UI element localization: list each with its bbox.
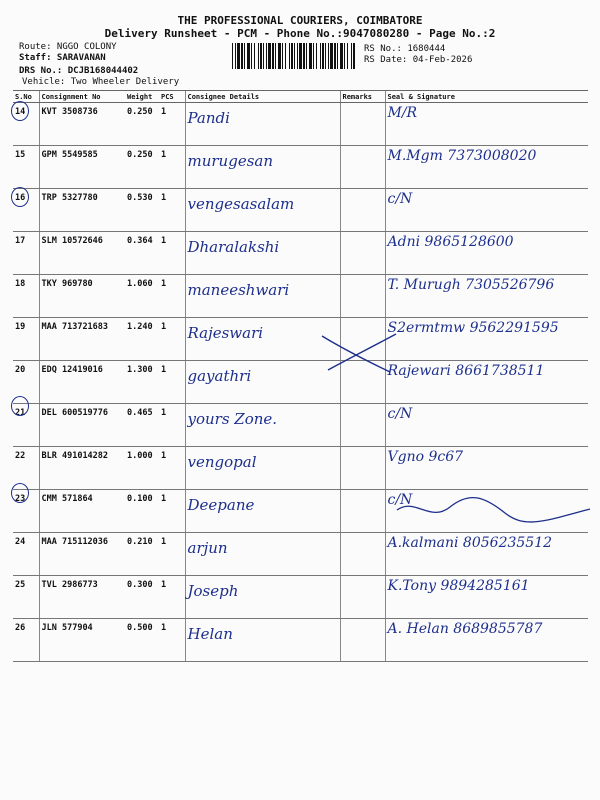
signature-cell	[385, 103, 588, 146]
remarks-cell	[340, 490, 385, 533]
remarks-cell	[340, 576, 385, 619]
sno-cell: 16	[13, 189, 39, 232]
handwritten-signature: M/R	[387, 105, 418, 121]
handwritten-signature: A.kalmani 8056235512	[387, 535, 553, 551]
remarks-cell	[340, 619, 385, 662]
signature-cell	[385, 533, 588, 576]
consignment-cell: SLM 10572646	[39, 232, 125, 275]
handwritten-signature: K.Tony 9894285161	[387, 578, 530, 594]
remarks-cell	[340, 146, 385, 189]
table-row	[13, 232, 588, 275]
pcs-cell: 1	[159, 533, 185, 576]
pcs-cell: 1	[159, 275, 185, 318]
sno-cell: 15	[13, 146, 39, 189]
weight-cell: 0.364	[125, 232, 159, 275]
consignee-cell	[185, 619, 340, 662]
consignee-cell	[185, 447, 340, 490]
consignment-cell: CMM 571864	[39, 490, 125, 533]
consignee-cell	[185, 318, 340, 361]
table-header	[13, 91, 588, 103]
col-consignment: Consignment No	[39, 91, 125, 103]
weight-cell: 0.500	[125, 619, 159, 662]
remarks-cell	[340, 533, 385, 576]
weight-cell: 0.250	[125, 103, 159, 146]
remarks-cell	[340, 189, 385, 232]
weight-cell: 1.240	[125, 318, 159, 361]
signature-cell	[385, 275, 588, 318]
remarks-cell	[340, 232, 385, 275]
signature-cell	[385, 404, 588, 447]
sno-cell: 21	[13, 404, 39, 447]
handwritten-consignee: gayathri	[187, 367, 252, 385]
col-pcs: PCS	[159, 91, 185, 103]
handwritten-signature: c/N	[387, 191, 413, 207]
consignee-cell	[185, 533, 340, 576]
consignment-cell: KVT 3508736	[39, 103, 125, 146]
signature-cell	[385, 619, 588, 662]
remarks-cell	[340, 275, 385, 318]
signature-cell	[385, 146, 588, 189]
signature-cell	[385, 361, 588, 404]
handwritten-cross-mark	[320, 328, 400, 378]
consignment-cell: MAA 715112036	[39, 533, 125, 576]
pcs-cell: 1	[159, 576, 185, 619]
sno-cell: 19	[13, 318, 39, 361]
signature-cell	[385, 318, 588, 361]
remarks-cell	[340, 103, 385, 146]
signature-cell	[385, 447, 588, 490]
sno-cell: 17	[13, 232, 39, 275]
consignee-cell	[185, 490, 340, 533]
weight-cell: 0.465	[125, 404, 159, 447]
consignee-cell	[185, 361, 340, 404]
runsheet-table	[13, 90, 588, 662]
handwritten-signature: Rajewari 8661738511	[387, 363, 545, 379]
table-row	[13, 619, 588, 662]
weight-cell: 0.210	[125, 533, 159, 576]
consignee-cell	[185, 404, 340, 447]
row-circle-mark	[11, 396, 29, 416]
handwritten-consignee: Pandi	[187, 109, 230, 127]
sno-cell: 23	[13, 490, 39, 533]
pcs-cell: 1	[159, 447, 185, 490]
sno-cell: 24	[13, 533, 39, 576]
barcode	[232, 43, 358, 69]
signature-cell	[385, 576, 588, 619]
handwritten-consignee: maneeshwari	[187, 281, 290, 299]
sno-cell: 22	[13, 447, 39, 490]
consignee-cell	[185, 189, 340, 232]
consignment-cell: TKY 969780	[39, 275, 125, 318]
table-row	[13, 447, 588, 490]
document-subtitle: Delivery Runsheet - PCM - Phone No.:9047080280 - Page No.:2	[104, 27, 496, 40]
pcs-cell: 1	[159, 619, 185, 662]
pcs-cell: 1	[159, 189, 185, 232]
consignment-cell: EDQ 12419016	[39, 361, 125, 404]
consignee-cell	[185, 576, 340, 619]
table-row	[13, 576, 588, 619]
pcs-cell: 1	[159, 146, 185, 189]
weight-cell: 0.300	[125, 576, 159, 619]
pcs-cell: 1	[159, 361, 185, 404]
row-circle-mark	[11, 483, 29, 503]
route-label: Route: NGGO COLONY	[19, 42, 117, 52]
handwritten-consignee: yours Zone.	[187, 410, 278, 428]
col-weight: Weight	[125, 91, 159, 103]
sno-cell: 26	[13, 619, 39, 662]
handwritten-consignee: Dharalakshi	[187, 238, 280, 256]
col-signature: Seal & Signature	[385, 91, 588, 103]
vehicle-label: Vehicle: Two Wheeler Delivery	[22, 77, 180, 87]
pcs-cell: 1	[159, 318, 185, 361]
weight-cell: 0.250	[125, 146, 159, 189]
remarks-cell	[340, 404, 385, 447]
col-remarks: Remarks	[340, 91, 385, 103]
staff-label: Staff: SARAVANAN	[19, 53, 106, 63]
consignment-cell: TRP 5327780	[39, 189, 125, 232]
rs-number: RS No.: 1680444	[364, 44, 446, 54]
col-consignee: Consignee Details	[185, 91, 340, 103]
handwritten-signature: Vgno 9c67	[387, 449, 464, 465]
consignee-cell	[185, 103, 340, 146]
consignee-cell	[185, 275, 340, 318]
remarks-cell	[340, 447, 385, 490]
handwritten-signature: T. Murugh 7305526796	[387, 277, 555, 293]
pcs-cell: 1	[159, 103, 185, 146]
row-circle-mark	[11, 101, 29, 121]
table-row	[13, 533, 588, 576]
handwritten-consignee: murugesan	[187, 152, 273, 170]
table-row	[13, 103, 588, 146]
handwritten-signature: A. Helan 8689855787	[387, 621, 543, 637]
consignment-cell: MAA 713721683	[39, 318, 125, 361]
table-row	[13, 189, 588, 232]
signature-cell	[385, 232, 588, 275]
sno-cell: 25	[13, 576, 39, 619]
consignment-cell: JLN 577904	[39, 619, 125, 662]
consignment-cell: GPM 5549585	[39, 146, 125, 189]
sno-cell: 18	[13, 275, 39, 318]
handwritten-consignee: Helan	[187, 625, 233, 643]
table-row	[13, 318, 588, 361]
document-title: THE PROFESSIONAL COURIERS, COIMBATORE	[177, 14, 423, 27]
handwritten-consignee: vengopal	[187, 453, 257, 471]
rs-date: RS Date: 04-Feb-2026	[364, 55, 473, 65]
weight-cell: 1.060	[125, 275, 159, 318]
consignment-cell: DEL 600519776	[39, 404, 125, 447]
pcs-cell: 1	[159, 404, 185, 447]
table-row	[13, 146, 588, 189]
consignment-cell: BLR 491014282	[39, 447, 125, 490]
handwritten-signature: S2ermtmw 9562291595	[387, 320, 559, 336]
consignee-cell	[185, 232, 340, 275]
consignment-cell: TVL 2986773	[39, 576, 125, 619]
pcs-cell: 1	[159, 490, 185, 533]
weight-cell: 1.300	[125, 361, 159, 404]
table-row	[13, 275, 588, 318]
drs-number: DRS No.: DCJB168044402	[19, 66, 139, 76]
weight-cell: 1.000	[125, 447, 159, 490]
handwritten-consignee: Rajeswari	[187, 324, 264, 342]
signature-cell	[385, 189, 588, 232]
sno-cell: 20	[13, 361, 39, 404]
weight-cell: 0.100	[125, 490, 159, 533]
handwritten-consignee: Joseph	[187, 582, 239, 600]
handwritten-scribble	[395, 495, 595, 525]
row-circle-mark	[11, 187, 29, 207]
table-row	[13, 361, 588, 404]
handwritten-consignee: arjun	[187, 539, 228, 557]
col-sno: S.No	[13, 91, 39, 103]
handwritten-consignee: Deepane	[187, 496, 255, 514]
handwritten-signature: c/N	[387, 406, 413, 422]
consignee-cell	[185, 146, 340, 189]
table-row	[13, 404, 588, 447]
weight-cell: 0.530	[125, 189, 159, 232]
handwritten-signature: M.Mgm 7373008020	[387, 148, 537, 164]
sno-cell: 14	[13, 103, 39, 146]
handwritten-consignee: vengesasalam	[187, 195, 295, 213]
handwritten-signature: c/N	[387, 492, 413, 508]
handwritten-signature: Adni 9865128600	[387, 234, 514, 250]
pcs-cell: 1	[159, 232, 185, 275]
